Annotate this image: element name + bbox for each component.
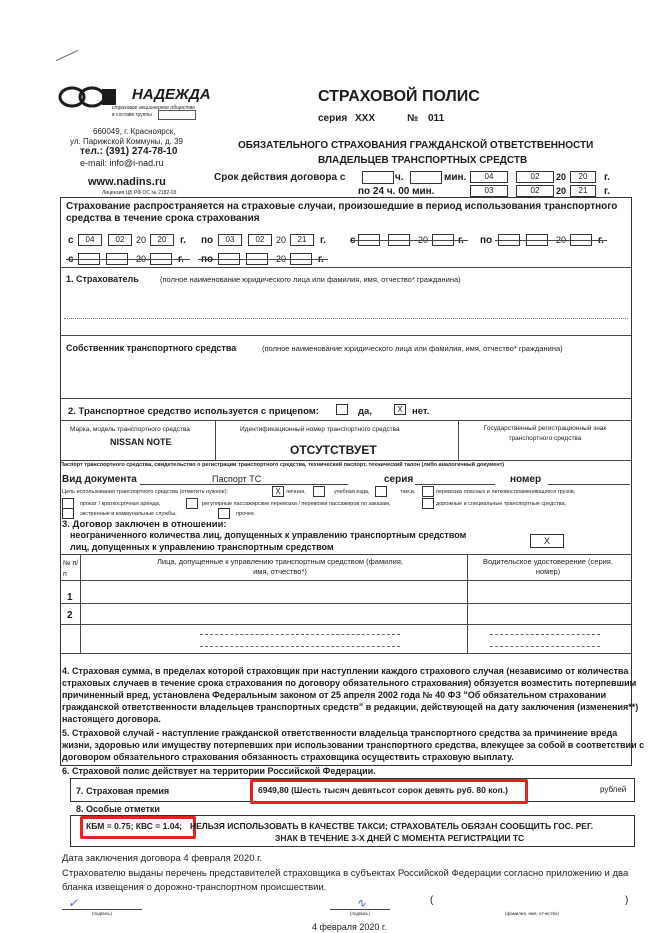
series-value: XXX [355, 113, 376, 124]
signature-name-label: (фамилия, имя, отчество) [505, 911, 559, 916]
vehicle-vin-label: Идентификационный номер транспортного средства [240, 426, 400, 433]
usage-rental-label: прокат / краткосрочная аренда, [80, 501, 161, 507]
vehicle-series-label: серия [384, 474, 414, 485]
divider-contract [60, 554, 631, 555]
clause-6: 6. Страховой полис действует на территории Российской Федерации. [62, 766, 376, 776]
trailer-yes-checkbox[interactable] [336, 404, 348, 415]
series-line [415, 484, 495, 485]
period-to-day: 03 [218, 234, 242, 246]
drivers-dash-2b [490, 646, 600, 647]
group-logo [158, 110, 196, 120]
period-from-year-prefix: 20 [136, 235, 147, 245]
company-email: e-mail: info@i-nad.ru [80, 158, 164, 168]
period-to-g: г. [320, 235, 326, 246]
special-kbm: КБМ = 0.75; КВС = 1.04; [86, 821, 183, 831]
bottom-date: 4 февраля 2020 г. [312, 922, 387, 932]
usage-taxi-checkbox[interactable] [375, 486, 387, 497]
drivers-dash-1b [490, 634, 600, 635]
usage-passenger-checkbox[interactable] [186, 498, 198, 509]
signature-label-insurer: (подпись) [350, 911, 371, 916]
policy-subtitle-1: ОБЯЗАТЕЛЬНОГО СТРАХОВАНИЯ ГРАЖДАНСКОЙ ОТВЕТСТВЕННОСТИ [238, 140, 594, 151]
owner-label: Собственник транспортного средства [66, 343, 237, 353]
usage-passenger-label: регулярные пассажирские перевозки / перевозки пассажиров по заказам, [202, 501, 391, 507]
insurer-line [64, 318, 628, 319]
period-extra-strike-3 [66, 259, 190, 260]
usage-training-label: учебная езда, [334, 489, 370, 495]
company-phone: тел.: (391) 274-78-10 [80, 146, 178, 157]
usage-other-checkbox[interactable] [218, 508, 230, 519]
company-group: в составе группы [112, 112, 152, 118]
term-to-year: 21 [570, 185, 596, 197]
period-extra-strike-4 [198, 259, 328, 260]
usage-other-label: прочее. [236, 511, 256, 517]
drivers-row-2-line [60, 624, 631, 625]
company-address-2: ул. Парижской Коммуны, д. 39 [70, 137, 183, 146]
period-extra-g-1: г. [458, 235, 464, 246]
usage-dangerous-label: перевозка опасных и легковоспламеняющихся грузов, [436, 489, 576, 495]
term-from-day: 04 [470, 171, 508, 183]
usage-special-label: дорожные и специальные транспортные средства, [436, 501, 567, 507]
vehicle-model-value: NISSAN NOTE [110, 437, 172, 447]
divider-vehicle [60, 460, 631, 461]
term-from-year-prefix: 20 [556, 172, 567, 182]
pen-mark [56, 50, 78, 61]
trailer-no-label: нет. [412, 406, 430, 417]
contract-option-1-box[interactable]: X [530, 534, 564, 548]
term-to-month: 02 [516, 185, 554, 197]
drivers-col-num: № п/п [63, 560, 79, 578]
contract-option-1: неограниченного количества лиц, допущенных к управлению транспортным средством [70, 530, 467, 540]
period-to-year: 21 [290, 234, 314, 246]
vehicle-reg-label: Государственный регистрационный знак транспортного средства [483, 425, 607, 442]
premium-label: 7. Страховая премия [76, 786, 170, 796]
divider-owner [60, 398, 631, 399]
usage-dangerous-checkbox[interactable] [422, 486, 434, 497]
term-label: Срок действия договора с [214, 172, 346, 183]
divider-trailer [60, 420, 631, 421]
period-from-month: 02 [108, 234, 132, 246]
period-text: Страхование распространяется на страховые случаи, произошедшие в период использования транспортного средства в течение срока страхования [66, 201, 618, 224]
term-min-box [410, 171, 442, 184]
drivers-dash-2a [200, 646, 400, 647]
drivers-row-1-num: 1 [67, 592, 73, 603]
term-to-day: 03 [470, 185, 508, 197]
number-label: № [407, 113, 419, 124]
contract-label: 3. Договор заключен в отношении: [62, 519, 227, 530]
term-min-label: мин. [444, 172, 467, 183]
policy-title: СТРАХОВОЙ ПОЛИС [318, 88, 480, 105]
drivers-col-license: Водительское удостоверение (серия, номер) [483, 557, 613, 576]
divider-period [60, 267, 631, 268]
usage-taxi-label: такси, [400, 489, 416, 495]
contract-date: Дата заключения договора 4 февраля 2020 г. [62, 853, 263, 864]
period-extra-g-2: г. [598, 235, 604, 246]
doc-type-line [140, 484, 348, 485]
issued-text: Страхователю выданы перечень представителей страховщика в субъектах Российской Федерации согласно приложению и два бланка извещения о дорожно-транспортном происшествии. [62, 868, 629, 893]
drivers-row-1-line [60, 603, 631, 604]
period-extra-g-3: г. [178, 254, 184, 265]
period-from-g: г. [180, 235, 186, 246]
term-from-g: г. [604, 172, 610, 183]
company-logo-mark [58, 86, 120, 108]
insurer-label: 1. Страхователь [66, 274, 139, 284]
series-label: серия [318, 113, 348, 124]
usage-training-checkbox[interactable] [313, 486, 325, 497]
vehicle-col-divider-1 [215, 420, 216, 460]
number-value: 011 [428, 113, 445, 124]
period-extra-strike-1 [350, 240, 468, 241]
clause-4: 4. Страховая сумма, в пределах которой страховщик при наступлении каждого страхового случая (независимо от количества страховых случаев в течение срока страхования по договору обязательного страхования) обязуется возместить потерпевшим причиненный вред, установлена Федеральным законом от 25 апреля 2002 года № 40 ФЗ "Об обязательном страховании гражданской ответственности владельцев транспортных средств" в редакции, действующей на дату заключения (изменения**) настоящего договора. [62, 666, 639, 724]
special-note-1: НЕЛЬЗЯ ИСПОЛЬЗОВАТЬ В КАЧЕСТВЕ ТАКСИ; СТРАХОВАТЕЛЬ ОБЯЗАН СООБЩИТЬ ГОС. РЕГ. [190, 821, 594, 831]
trailer-yes-label: да, [358, 406, 372, 417]
term-hour-box [362, 171, 394, 184]
vehicle-doc-type-label: Вид документа [62, 474, 137, 485]
usage-emergency-checkbox[interactable] [62, 508, 74, 519]
company-tagline: страховое акционерное общество [112, 105, 195, 111]
period-extra-prefix-3: 20 [136, 254, 147, 264]
period-extra-prefix-2: 20 [556, 235, 567, 245]
usage-personal-label: личная, [286, 489, 306, 495]
usage-label: Цель использования транспортного средства (отметить нужное): [62, 489, 229, 495]
drivers-header-line [60, 580, 631, 581]
premium-currency: рублей [600, 785, 627, 794]
usage-emergency-label: экстренные и коммунальные службы, [80, 511, 177, 517]
vehicle-vin-value: ОТСУТСТВУЕТ [290, 443, 377, 457]
number-line [548, 484, 630, 485]
signature-name-open-paren: ( [430, 895, 434, 906]
usage-personal-checkbox[interactable]: X [272, 486, 284, 497]
period-from-day: 04 [78, 234, 102, 246]
signature-label-insured: (подпись) [92, 911, 113, 916]
period-extra-prefix-4: 20 [276, 254, 287, 264]
vehicle-col-divider-2 [458, 420, 459, 460]
policy-subtitle-2: ВЛАДЕЛЬЦЕВ ТРАНСПОРТНЫХ СРЕДСТВ [318, 155, 528, 166]
period-to-year-prefix: 20 [276, 235, 287, 245]
usage-special-checkbox[interactable] [422, 498, 434, 509]
premium-value: 6949,80 (Шесть тысяч девятьсот сорок девять руб. 80 коп.) [258, 785, 508, 795]
owner-hint: (полное наименование юридического лица или фамилия, имя, отчество* гражданина) [262, 344, 563, 353]
contract-option-2: лиц, допущенных к управлению транспортным средством [70, 542, 334, 552]
period-extra-po-2: по [201, 254, 214, 265]
vehicle-model-label: Марка, модель транспортного средства [70, 426, 190, 433]
period-extra-prefix-1: 20 [418, 235, 429, 245]
special-note-2: ЗНАК В ТЕЧЕНИЕ 3-Х ДНЕЙ С МОМЕНТА РЕГИСТРАЦИИ ТС [275, 833, 525, 843]
vehicle-doc-note: Паспорт транспортного средства, свидетельство о регистрации транспортного средства, технический паспорт, технический талон (либо аналогичный документ) [60, 462, 505, 468]
period-from-s: с [68, 235, 74, 246]
trailer-no-checkbox[interactable]: X [394, 404, 406, 415]
term-to-g: г. [604, 186, 610, 197]
period-extra-g-4: г. [318, 254, 324, 265]
term-hour-label: ч. [395, 172, 404, 183]
signature-mark-insured: ✓ [68, 896, 79, 910]
drivers-row-2-num: 2 [67, 610, 73, 621]
vehicle-doc-type-value: Паспорт ТС [212, 474, 262, 484]
period-extra-strike-2 [495, 240, 607, 241]
drivers-col-name: Лица, допущенные к управлению транспортным средством (фамилия, имя, отчество*) [156, 557, 404, 576]
term-from-month: 02 [516, 171, 554, 183]
company-address-1: 660049, г. Красноярск, [93, 127, 176, 136]
term-from-year: 20 [570, 171, 596, 183]
period-extra-po-1: по [480, 235, 493, 246]
company-name: НАДЕЖДА [132, 86, 211, 103]
company-website: www.nadins.ru [88, 176, 166, 188]
term-to-year-prefix: 20 [556, 186, 567, 196]
divider-insurer [60, 335, 631, 336]
divider-drivers [60, 653, 631, 654]
period-to-po: по [201, 235, 214, 246]
signature-name-close-paren: ) [625, 895, 629, 906]
period-extra-s-1: с [350, 235, 356, 246]
period-to-month: 02 [248, 234, 272, 246]
signature-mark-insurer: ∿ [356, 896, 367, 910]
trailer-label: 2. Транспортное средство используется с прицепом: [68, 406, 319, 417]
insurer-hint: (полное наименование юридического лица или фамилия, имя, отчество* гражданина) [160, 275, 461, 284]
company-license: Лицензия ЦБ РФ ОС № 2182-03 [102, 190, 177, 196]
clause-5: 5. Страховой случай - наступление гражданской ответственности владельца транспортного средства за причинение вреда жизни, здоровью или имуществу потерпевших при использовании транспортного средства, влекущее за собой в соответствии с договором обязательного страхования обязанность страховщика осуществить страховую выплату. [62, 728, 645, 762]
period-from-year: 20 [150, 234, 174, 246]
period-extra-s-2: с [68, 254, 74, 265]
special-label: 8. Особые отметки [76, 804, 160, 814]
vehicle-number-label: номер [510, 474, 542, 485]
term-to-label: по 24 ч. 00 мин. [358, 186, 435, 197]
drivers-dash-1a [200, 634, 400, 635]
